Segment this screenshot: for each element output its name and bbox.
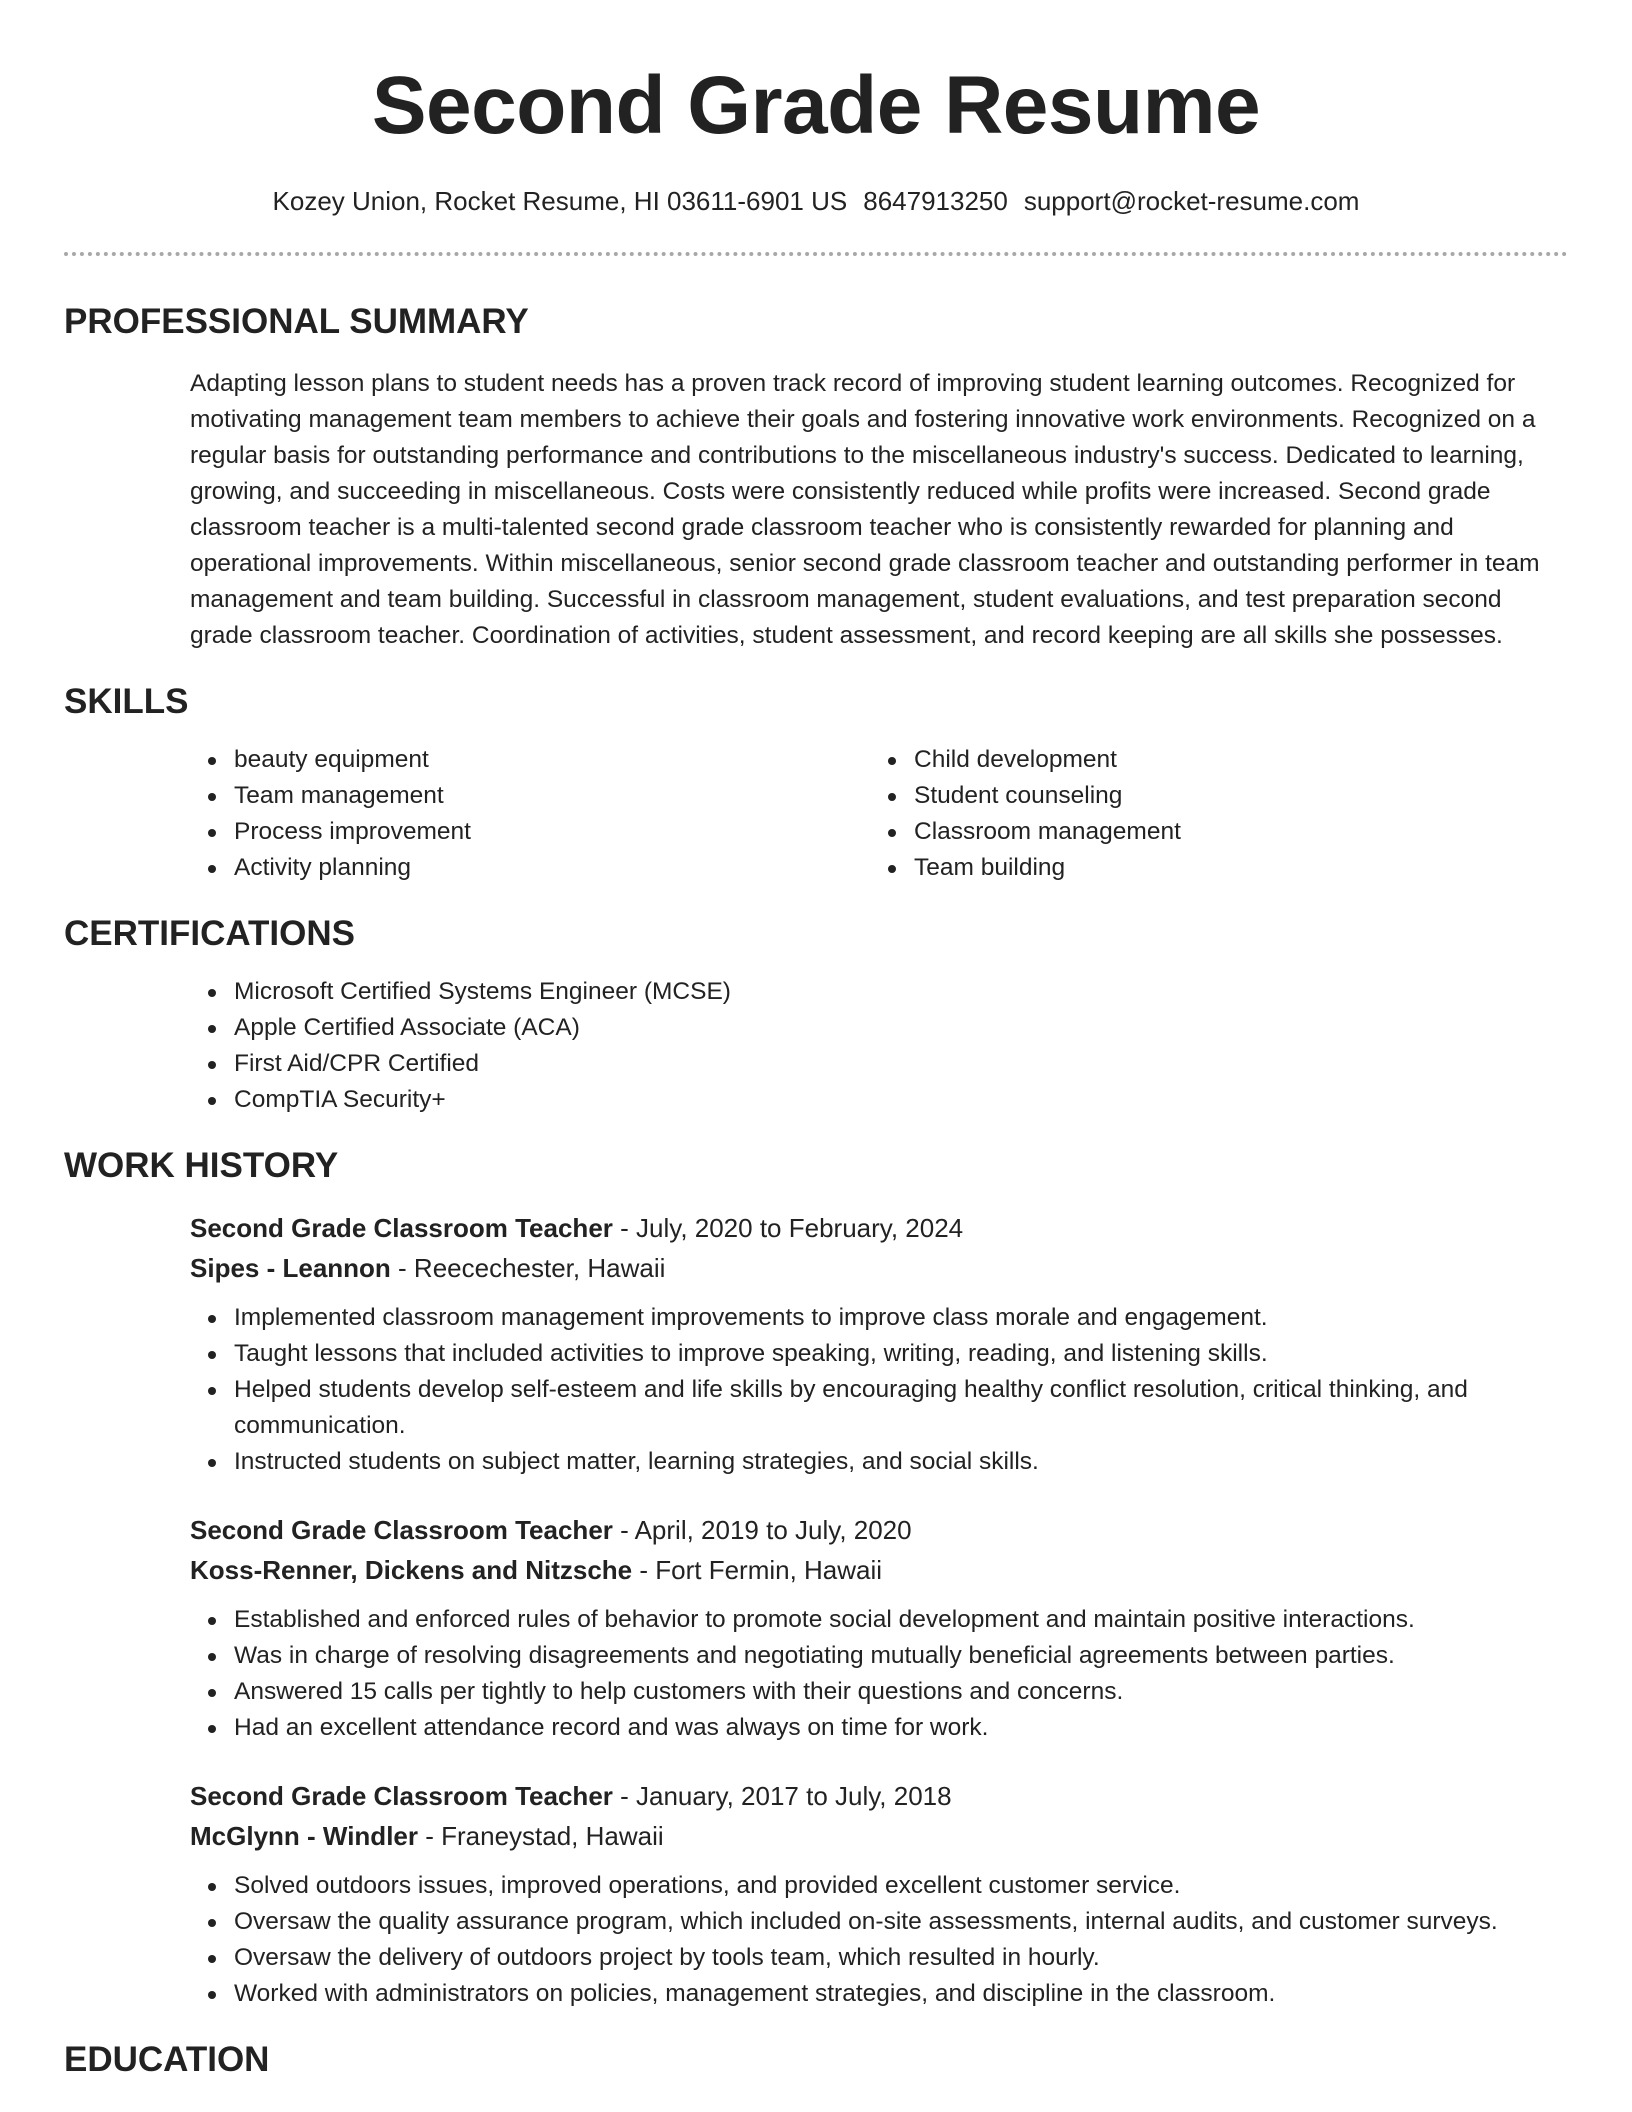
education-section	[64, 2038, 1568, 2082]
job-dates: - April, 2019 to July, 2020	[612, 1515, 912, 1545]
skill-item: Student counseling	[914, 778, 1181, 814]
job-duties-list	[190, 1602, 1568, 1746]
job-company-line	[190, 1550, 1568, 1590]
skill-item: beauty equipment	[234, 742, 744, 778]
job-location: - Reecechester, Hawaii	[390, 1253, 666, 1283]
job-role-line	[190, 1510, 1568, 1550]
job-entry	[190, 1208, 1568, 1480]
job-role: Second Grade Classroom Teacher	[190, 1515, 613, 1545]
job-duty-item: Answered 15 calls per tightly to help customers with their questions and concerns.	[234, 1674, 1568, 1710]
job-duty-item: Had an excellent attendance record and was always on time for work.	[234, 1710, 1568, 1746]
skills-section	[64, 680, 1568, 886]
job-entry	[190, 1510, 1568, 1746]
job-duty-item: Helped students develop self-esteem and life skills by encouraging healthy conflict resolution, critical thinking, and communication.	[234, 1372, 1568, 1444]
skill-item: Child development	[914, 742, 1181, 778]
job-location: - Franeystad, Hawaii	[418, 1821, 664, 1851]
skills-heading: SKILLS	[64, 682, 189, 721]
skill-item: Team management	[234, 778, 744, 814]
skills-grid	[64, 724, 1568, 886]
job-duty-item: Oversaw the delivery of outdoors project by tools team, which resulted in hourly.	[234, 1940, 1568, 1976]
job-dates: - January, 2017 to July, 2018	[612, 1781, 952, 1811]
header-divider	[64, 252, 1568, 256]
resume-title: Second Grade Resume	[371, 60, 1261, 151]
contact-email: support@rocket-resume.com	[1023, 186, 1360, 216]
certifications-section	[64, 912, 1568, 1118]
job-duties-list	[190, 1300, 1568, 1480]
job-duty-item: Implemented classroom management improvements to improve class morale and engagement.	[234, 1300, 1568, 1336]
job-company-line	[190, 1816, 1568, 1856]
job-entry	[190, 1776, 1568, 2012]
job-duty-item: Instructed students on subject matter, learning strategies, and social skills.	[234, 1444, 1568, 1480]
summary-heading: PROFESSIONAL SUMMARY	[64, 302, 529, 341]
certifications-heading: CERTIFICATIONS	[64, 914, 356, 953]
job-dates: - July, 2020 to February, 2024	[612, 1213, 964, 1243]
certification-item: Apple Certified Associate (ACA)	[234, 1010, 1568, 1046]
contact-address: Kozey Union, Rocket Resume, HI 03611-6901 US	[272, 186, 848, 216]
work-history-heading: WORK HISTORY	[64, 1146, 339, 1185]
job-role-line	[190, 1776, 1568, 1816]
skill-item: Classroom management	[914, 814, 1181, 850]
job-role: Second Grade Classroom Teacher	[190, 1781, 613, 1811]
certification-item: First Aid/CPR Certified	[234, 1046, 1568, 1082]
education-heading: EDUCATION	[64, 2040, 270, 2079]
certification-item: CompTIA Security+	[234, 1082, 1568, 1118]
job-duty-item: Established and enforced rules of behavior to promote social development and maintain positive interactions.	[234, 1602, 1568, 1638]
job-company: Koss-Renner, Dickens and Nitzsche	[190, 1555, 633, 1585]
job-duties-list	[190, 1868, 1568, 2012]
contact-phone: 8647913250	[863, 186, 1008, 216]
skills-list-right	[744, 742, 1181, 886]
job-role: Second Grade Classroom Teacher	[190, 1213, 613, 1243]
summary-text: Adapting lesson plans to student needs has a proven track record of improving student learning outcomes. Recognized for motivating management team members to achieve their goals and fostering innovative work environments. Recognized on a regular basis for outstanding performance and contributions to the miscellaneous industry's success. Dedicated to learning, growing, and succeeding in miscellaneous. Costs were consistently reduced while profits were increased. Second grade classroom teacher is a multi-talented second grade classroom teacher who is consistently rewarded for planning and operational improvements. Within miscellaneous, senior second grade classroom teacher and outstanding performer in team management and team building. Successful in classroom management, student evaluations, and test preparation second grade classroom teacher. Coordination of activities, student assessment, and record keeping are all skills she possesses.	[190, 370, 1540, 649]
job-duty-item: Oversaw the quality assurance program, which included on-site assessments, internal audits, and customer surveys.	[234, 1904, 1568, 1940]
skill-item: Team building	[914, 850, 1181, 886]
job-company: Sipes - Leannon	[190, 1253, 391, 1283]
certification-item: Microsoft Certified Systems Engineer (MCSE)	[234, 974, 1568, 1010]
contact-line	[64, 184, 1568, 218]
job-duty-item: Solved outdoors issues, improved operations, and provided excellent customer service.	[234, 1868, 1568, 1904]
job-company-line	[190, 1248, 1568, 1288]
certifications-list	[64, 974, 1568, 1118]
skill-item: Activity planning	[234, 850, 744, 886]
summary-section	[64, 300, 1568, 654]
job-company: McGlynn - Windler	[190, 1821, 418, 1851]
job-duty-item: Worked with administrators on policies, management strategies, and discipline in the classroom.	[234, 1976, 1568, 2012]
skills-list-left	[64, 742, 744, 886]
job-duty-item: Taught lessons that included activities to improve speaking, writing, reading, and listening skills.	[234, 1336, 1568, 1372]
job-role-line	[190, 1208, 1568, 1248]
skill-item: Process improvement	[234, 814, 744, 850]
job-duty-item: Was in charge of resolving disagreements and negotiating mutually beneficial agreements between parties.	[234, 1638, 1568, 1674]
job-location: - Fort Fermin, Hawaii	[632, 1555, 883, 1585]
work-history-section	[64, 1144, 1568, 2012]
